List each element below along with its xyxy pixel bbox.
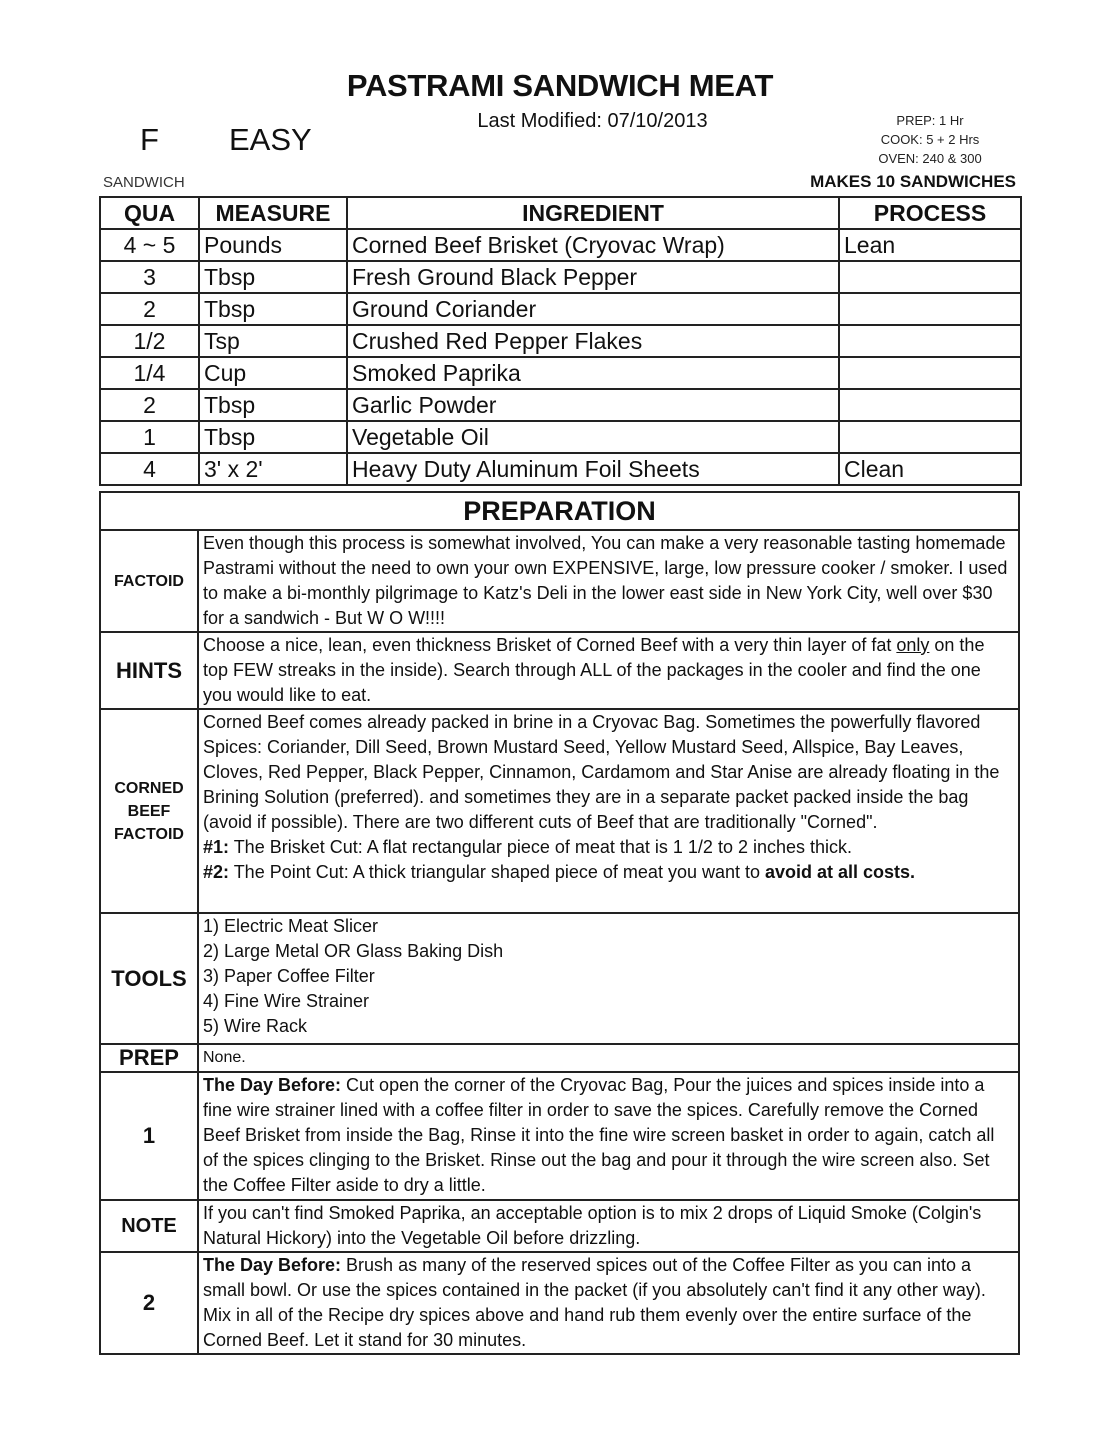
- ingredient-row: [100, 357, 1021, 389]
- label-line: CORNED: [114, 779, 184, 797]
- factoid-row: [100, 530, 1019, 632]
- preparation-header-row: [100, 492, 1019, 530]
- tools-list: [198, 913, 1019, 1044]
- corned-beef-factoid-text: [198, 709, 1019, 913]
- hints-emphasis: only: [896, 635, 930, 655]
- ingredient-measure: Tbsp: [199, 421, 347, 453]
- ingredient-measure: Tbsp: [199, 293, 347, 325]
- ingredient-measure: 3' x 2': [199, 453, 347, 485]
- prep-text: None.: [198, 1044, 1019, 1072]
- tool-item: 2) Large Metal OR Glass Baking Dish: [203, 941, 504, 961]
- hints-text: [198, 632, 1019, 709]
- ingredient-name: Heavy Duty Aluminum Foil Sheets: [347, 453, 839, 485]
- ingredient-measure: Cup: [199, 357, 347, 389]
- cut-2-text: The Point Cut: A thick triangular shaped piece of meat you want to: [229, 862, 765, 882]
- step-1-row: [100, 1072, 1019, 1200]
- ingredient-name: Crushed Red Pepper Flakes: [347, 325, 839, 357]
- ingredient-name: Fresh Ground Black Pepper: [347, 261, 839, 293]
- corned-beef-factoid-row: [100, 709, 1019, 913]
- ingredient-quantity: 2: [100, 293, 199, 325]
- hints-label: HINTS: [100, 632, 198, 709]
- ingredient-row: [100, 421, 1021, 453]
- tool-item: 3) Paper Coffee Filter: [203, 966, 375, 986]
- preparation-title: PREPARATION: [100, 492, 1019, 530]
- ingredient-quantity: 4: [100, 453, 199, 485]
- ingredient-quantity: 4 ~ 5: [100, 229, 199, 261]
- ingredients-table: [99, 196, 1022, 486]
- ingredient-measure: Tbsp: [199, 261, 347, 293]
- last-modified: Last Modified: 07/10/2013: [477, 110, 708, 132]
- tool-item: 1) Electric Meat Slicer: [203, 916, 379, 936]
- ingredient-process: [839, 293, 1021, 325]
- step-2-text: [198, 1252, 1019, 1354]
- ingredient-row: [100, 229, 1021, 261]
- cut-2: [203, 860, 1014, 885]
- ingredient-name: Vegetable Oil: [347, 421, 839, 453]
- ingredient-process: [839, 357, 1021, 389]
- step-1-lead: The Day Before:: [203, 1075, 342, 1095]
- tools-row: [100, 913, 1019, 1044]
- cut-1-text: The Brisket Cut: A flat rectangular piece of meat that is 1 1/2 to 2 inches thick.: [229, 837, 853, 857]
- difficulty-label: EASY: [229, 122, 312, 157]
- step-1-body: Cut open the corner of the Cryovac Bag, Pour the juices and spices inside into a fine wire strainer lined with a coffee filter in order to save the spices. Carefully remove the Corned Beef Brisket from inside the Bag, Rinse it into the fine wire screen basket in order to again, catch all of the spices clinging to the Brisket. Rinse out the bag and pour it through the wire screen also. Set the Coffee Filter aside to dry a little.: [203, 1075, 995, 1195]
- ingredient-quantity: 3: [100, 261, 199, 293]
- step-2-body: Brush as many of the reserved spices out of the Coffee Filter as you can into a small bowl. Or use the spices contained in the packet (if you absolutely can't find it any other way). Mix in all of the Recipe dry spices above and hand rub them evenly over the entire surface of the Corned Beef. Let it stand for 30 minutes.: [203, 1255, 986, 1350]
- ingredient-name: Garlic Powder: [347, 389, 839, 421]
- label-line: BEEF: [127, 802, 171, 820]
- hints-text-part: Choose a nice, lean, even thickness Brisket of Corned Beef with a very thin layer of fat: [203, 635, 897, 655]
- ingredient-process: [839, 261, 1021, 293]
- ingredient-row: [100, 325, 1021, 357]
- ingredient-quantity: 1/2: [100, 325, 199, 357]
- ingredient-process: Lean: [839, 229, 1021, 261]
- ingredient-row: [100, 453, 1021, 485]
- cut-1: [203, 835, 1014, 860]
- ingredient-row: [100, 261, 1021, 293]
- ingredient-process: [839, 389, 1021, 421]
- ingredient-process: [839, 325, 1021, 357]
- step-2-lead: The Day Before:: [203, 1255, 342, 1275]
- hints-row: [100, 632, 1019, 709]
- cook-time: COOK: 5 + 2 Hrs: [880, 132, 980, 147]
- prep-label: PREP: [100, 1044, 198, 1072]
- grade-label: F: [140, 122, 159, 157]
- factoid-label: FACTOID: [100, 530, 198, 632]
- step-2-label: 2: [100, 1252, 198, 1354]
- ingredient-process: [839, 421, 1021, 453]
- step-1-label: 1: [100, 1072, 198, 1200]
- tool-item: 4) Fine Wire Strainer: [203, 991, 370, 1011]
- cut-2-label: #2:: [203, 862, 230, 882]
- corned-beef-factoid-label: [100, 709, 198, 913]
- ingredient-row: [100, 293, 1021, 325]
- ingredient-quantity: 2: [100, 389, 199, 421]
- oven-temp: OVEN: 240 & 300: [878, 151, 982, 166]
- column-header-measure: MEASURE: [199, 197, 347, 229]
- corned-beef-description: Corned Beef comes already packed in brine in a Cryovac Bag. Sometimes the powerfully flavored Spices: Coriander, Dill Seed, Brown Mustard Seed, Yellow Mustard Seed, Allspice, Bay Leaves, Cloves, Red Pepper, Black Pepper, Cinnamon, Cardamom and Star Anise are already floating in the Brining Solution (preferred). and sometimes they are in a separate packet packed inside the bag (avoid if possible). There are two different cuts of Beef that are traditionally "Corned".: [203, 712, 1000, 832]
- ingredient-row: [100, 389, 1021, 421]
- cut-1-label: #1:: [203, 837, 230, 857]
- step-1-text: [198, 1072, 1019, 1200]
- prep-time: PREP: 1 Hr: [896, 113, 964, 128]
- column-header-qua: QUA: [100, 197, 199, 229]
- category-label: SANDWICH: [103, 174, 185, 191]
- ingredients-header-row: [100, 197, 1021, 229]
- hints-text-part: on the top FEW streaks in the inside). Search through ALL of the packages in the cooler and find the one you would like to eat.: [203, 635, 985, 705]
- preparation-table: [99, 491, 1020, 1355]
- ingredient-quantity: 1: [100, 421, 199, 453]
- ingredient-name: Ground Coriander: [347, 293, 839, 325]
- step-2-row: [100, 1252, 1019, 1354]
- note-row: [100, 1200, 1019, 1252]
- yield-label: MAKES 10 SANDWICHES: [810, 172, 1016, 191]
- note-label: NOTE: [100, 1200, 198, 1252]
- factoid-text: Even though this process is somewhat involved, You can make a very reasonable tasting homemade Pastrami without the need to own your own EXPENSIVE, large, low pressure cooker / smoker. I used to make a bi-monthly pilgrimage to Katz's Deli in the lower east side in New York City, well over $30 for a sandwich - But W O W!!!!: [198, 530, 1019, 632]
- ingredient-name: Smoked Paprika: [347, 357, 839, 389]
- ingredient-process: Clean: [839, 453, 1021, 485]
- ingredient-measure: Tsp: [199, 325, 347, 357]
- cut-2-warning: avoid at all costs.: [765, 862, 916, 882]
- column-header-process: PROCESS: [839, 197, 1021, 229]
- tools-label: TOOLS: [100, 913, 198, 1044]
- ingredient-measure: Tbsp: [199, 389, 347, 421]
- tool-item: 5) Wire Rack: [203, 1016, 308, 1036]
- prep-row: [100, 1044, 1019, 1072]
- time-summary: [850, 111, 1010, 168]
- column-header-ingredient: INGREDIENT: [347, 197, 839, 229]
- label-line: FACTOID: [114, 825, 184, 843]
- ingredient-quantity: 1/4: [100, 357, 199, 389]
- ingredient-measure: Pounds: [199, 229, 347, 261]
- note-text: If you can't find Smoked Paprika, an acceptable option is to mix 2 drops of Liquid Smoke (Colgin's Natural Hickory) into the Vegetable Oil before drizzling.: [198, 1200, 1019, 1252]
- recipe-title: PASTRAMI SANDWICH MEAT: [346, 68, 774, 103]
- ingredient-name: Corned Beef Brisket (Cryovac Wrap): [347, 229, 839, 261]
